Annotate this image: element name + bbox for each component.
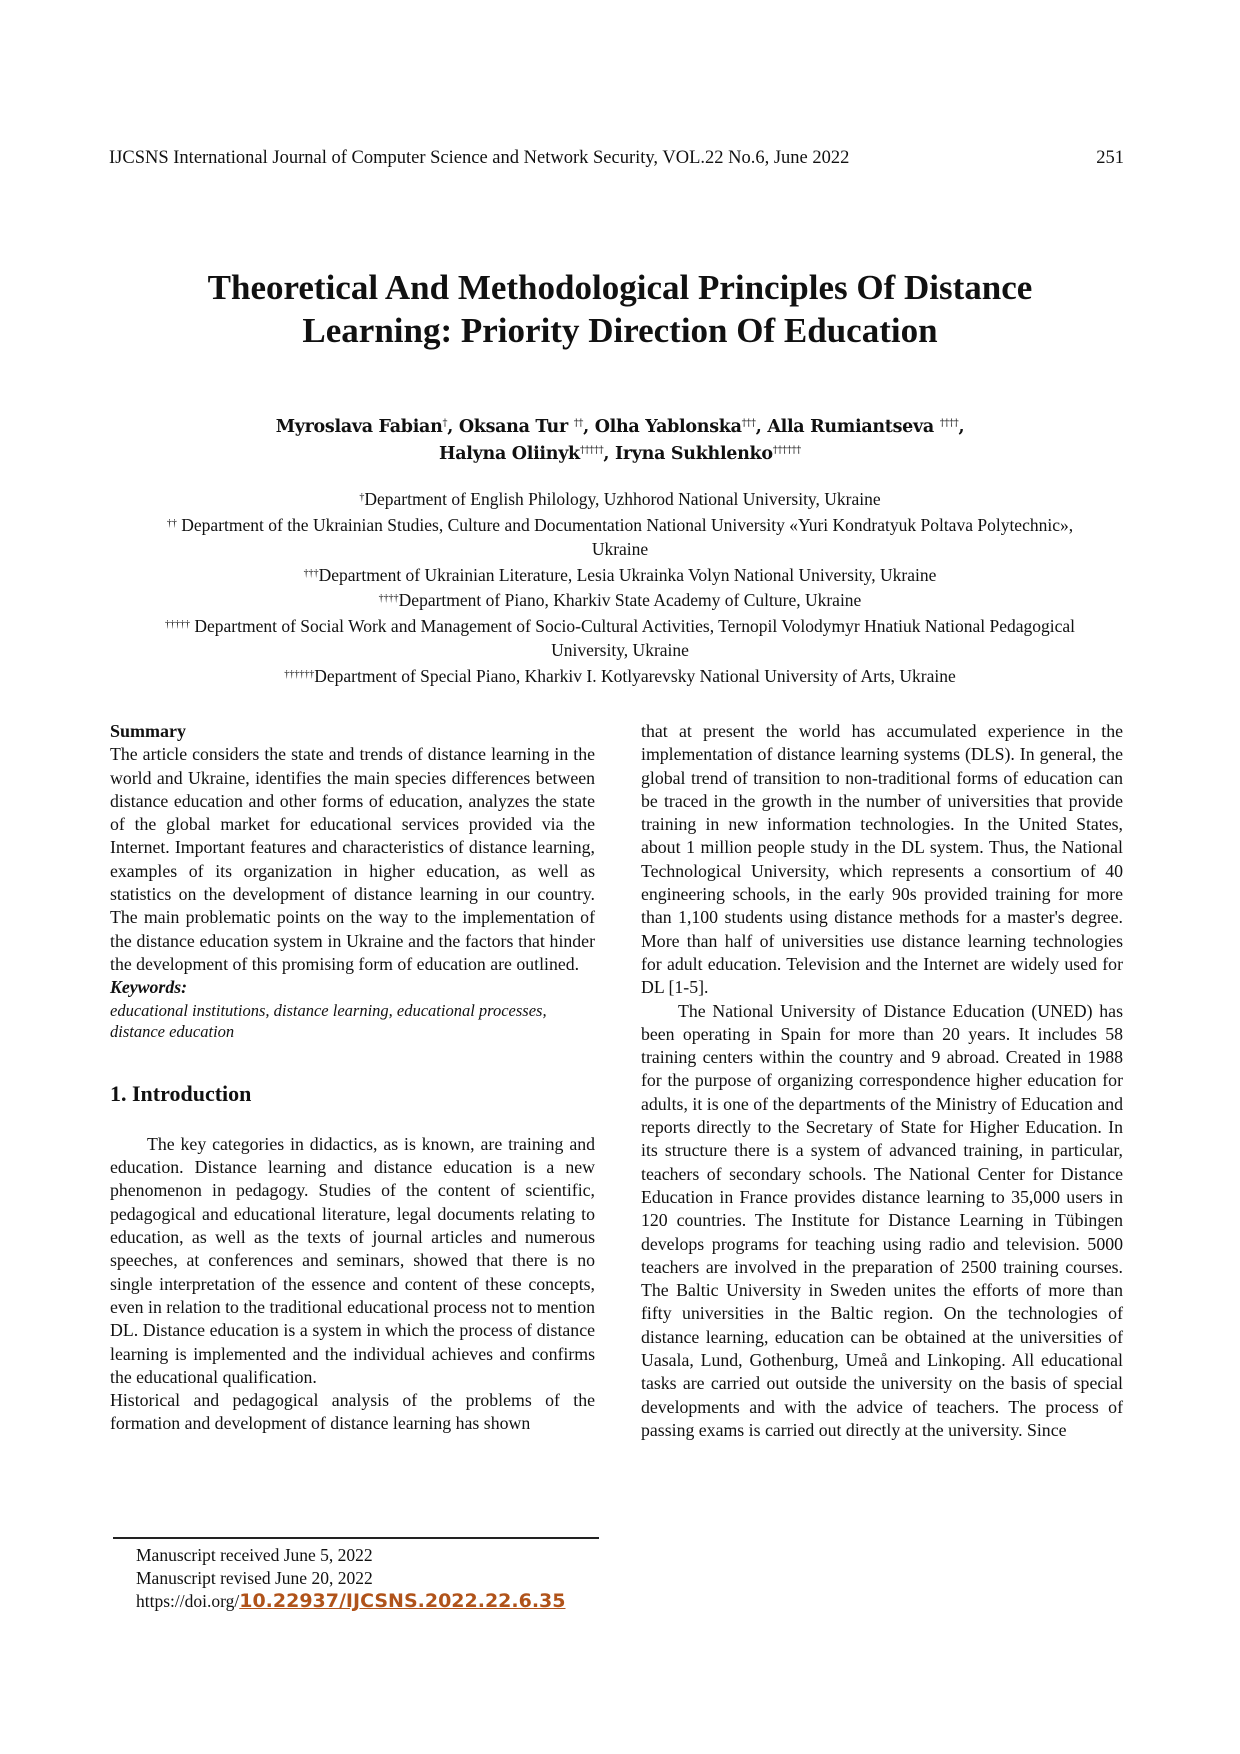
author-name: Alla Rumiantseva [767, 417, 934, 437]
affiliation-text: Department of English Philology, Uzhhorod National University, Ukraine [364, 489, 881, 509]
summary-text: The article considers the state and trends of distance learning in the world and Ukraine, identifies the main species differences between distance education and other forms of education, analyzes the state of the global market for educational services provided via the Internet. Important features and characteristics of distance learning, examples of its organization in higher education, as well as statistics on the development of distance learning in our country. The main problematic points on the way to the implementation of the distance education system in Ukraine and the factors that hinder the development of this promising form of education are outlined. [110, 744, 595, 974]
affiliation-text: Department of Ukrainian Literature, Lesia Ukrainka Volyn National University, Ukraine [318, 564, 937, 585]
author-mark: †† [573, 418, 584, 429]
affiliation-mark: † [359, 492, 365, 503]
author-name: Olha Yablonska [594, 417, 742, 437]
manuscript-revised: Manuscript revised June 20, 2022 [136, 1568, 373, 1588]
doi-prefix: https://doi.org/ [136, 1591, 240, 1611]
affiliation-mark: ††††† [165, 618, 190, 630]
author-mark: ††††† [579, 445, 604, 456]
author-name: Oksana Tur [458, 417, 568, 437]
author-mark: †††† [939, 418, 959, 429]
affiliation-mark: †††††† [284, 668, 315, 680]
title-line-2: Learning: Priority Direction Of Education [302, 311, 938, 350]
doi-line [136, 1590, 566, 1613]
manuscript-received: Manuscript received June 5, 2022 [136, 1545, 373, 1565]
section-heading-introduction: 1. Introduction [110, 1080, 252, 1106]
author-name: Halyna Oliinyk [439, 444, 580, 464]
affiliation-text: Department of Special Piano, Kharkiv I. Kotlyarevsky National University of Arts, Ukraine [314, 665, 956, 686]
affiliation-mark: †††† [378, 593, 399, 604]
author-mark: †††††† [772, 445, 801, 456]
page-number: 251 [1096, 148, 1124, 168]
journal-name: IJCSNS International Journal of Computer Science and Network Security, VOL.22 No.6, June 2022 [109, 148, 850, 168]
affiliation-text: Department of Piano, Kharkiv State Academy of Culture, Ukraine [398, 590, 862, 610]
intro-paragraph: The key categories in didactics, as is known, are training and education. Distance learning and distance education is a new phenomenon in pedagogy. Studies of the content of scientific, pedagogical and educational literature, legal documents relating to education, as well as the texts of journal articles and numerous speeches, at conferences and seminars, showed that there is no single interpretation of the essence and content of these concepts, even in relation to the traditional educational process not to mention DL. Distance education is a system in which the process of distance learning is implemented and the individual achieves and confirms the educational qualification. [110, 1133, 595, 1387]
affiliation-text: Department of Social Work and Management of Socio-Cultural Activities, Ternopil Volodymyr Hnatiuk National Pedagogical University, Ukraine [190, 615, 1075, 660]
author-list: Myroslava Fabian†, Oksana Tur ††, Olha Yablonska†††, Alla Rumiantseva ††††, Halyna Oliinyk†††††, Iryna Sukhlenko†††††† [275, 417, 965, 464]
title-line-1: Theoretical And Methodological Principles Of Distance [207, 268, 1033, 307]
paper-title [100, 266, 1140, 352]
body-paragraph: that at present the world has accumulated experience in the implementation of distance learning systems (DLS). In general, the global trend of transition to non-traditional forms of education can be traced in the growth in the number of universities that provide training in new information technologies. In the United States, about 1 million people study in the DL system. Thus, the National Technological University, which represents a consortium of 40 engineering schools, in the early 90s provided training for more than 1,100 students using distance methods for a master's degree. More than half of universities use distance learning technologies for adult education. Television and the Internet are widely used for DL [1-5]. [641, 721, 1123, 998]
summary-heading: Summary [110, 721, 186, 741]
right-column [641, 720, 1123, 1442]
author-name: Iryna Sukhlenko [615, 444, 773, 464]
affiliation-text: Department of the Ukrainian Studies, Culture and Documentation National University «Yuri Kondratyuk Poltava Polytechnic», Ukraine [176, 514, 1074, 559]
affiliation [150, 587, 1090, 613]
footnotes [136, 1544, 566, 1613]
affiliation [150, 486, 1090, 512]
author-mark: ††† [741, 418, 756, 429]
running-header [109, 148, 1124, 169]
doi-link[interactable]: 10.22937/IJCSNS.2022.22.6.35 [239, 1590, 566, 1612]
intro-paragraph: Historical and pedagogical analysis of the problems of the formation and development of distance learning has shown [110, 1390, 595, 1434]
affiliation-mark: †† [166, 517, 177, 529]
left-column [110, 720, 595, 1436]
keywords-label: Keywords: [110, 977, 188, 998]
affiliation [150, 613, 1090, 663]
keywords-text: educational institutions, distance learning, educational processes, distance education [110, 1000, 547, 1041]
affiliation [150, 512, 1090, 562]
author-mark: † [442, 418, 448, 429]
body-paragraph: The National University of Distance Education (UNED) has been operating in Spain for more than 20 years. It includes 58 training centers within the country and 9 abroad. Created in 1988 for the purpose of organizing correspondence higher education for adults, it is one of the departments of the Ministry of Education and reports directly to the Secretary of State for Higher Education. In its structure there is a system of advanced training, in particular, teachers of secondary schools. The National Center for Distance Education in France provides distance learning to 35,000 users in 120 countries. The Institute for Distance Learning in Tübingen develops programs for teaching using radio and television. 5000 teachers are involved in the preparation of 2500 training courses. The Baltic University in Sweden unites the efforts of more than fifty universities in the Baltic region. On the technologies of distance learning, education can be obtained at the universities of Uasala, Lund, Gothenburg, Umeå and Linkoping. All educational tasks are carried out outside the university on the basis of special developments and with the advice of teachers. The process of passing exams is carried out directly at the university. Since [641, 1000, 1123, 1440]
author-name: Myroslava Fabian [275, 417, 443, 437]
affiliation [150, 663, 1090, 689]
affiliation [150, 562, 1090, 588]
affiliation-mark: ††† [303, 567, 319, 579]
footnote-divider [113, 1537, 599, 1539]
affiliation-list [150, 486, 1090, 688]
